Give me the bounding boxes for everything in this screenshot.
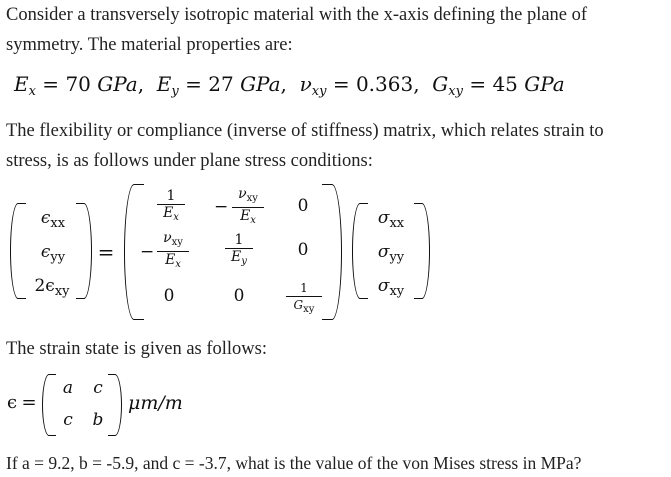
strain-yy: $\epsilon_{yy}$ xyxy=(40,242,66,265)
strain-b: b xyxy=(92,410,104,430)
strain-c-bottom: c xyxy=(63,410,73,430)
strain-xx: $\epsilon_{xx}$ xyxy=(40,208,66,231)
strain-equals: = xyxy=(21,392,37,413)
matrix-2-1: $\nu_{xy}$ $E_x$ xyxy=(157,230,189,273)
matrix-1-1: 1 $E_x$ xyxy=(157,188,185,226)
intro-line-2: symmetry. The material properties are: xyxy=(6,35,293,55)
compliance-line-1: The flexibility or compliance (inverse of stiffness) matrix, which relates strain to xyxy=(6,121,604,141)
compliance-line-2: stress, is as follows under plane stress conditions: xyxy=(6,151,373,171)
matrix-3-2: 0 xyxy=(233,286,245,306)
nu-value: 0.363 xyxy=(355,72,414,96)
strain-c-top: c xyxy=(93,378,103,398)
intro-line-1: Consider a transversely isotropic material with the x-axis defining the plane of xyxy=(6,5,588,25)
ex-value: 70 xyxy=(65,72,91,96)
strain-unit: μm/m xyxy=(128,392,183,414)
ey-value: 27 xyxy=(208,72,234,96)
matrix-2-1-minus: − xyxy=(140,242,155,262)
matrix-3-1: 0 xyxy=(163,286,175,306)
matrix-right-paren xyxy=(322,184,342,320)
matrix-1-2: $\nu_{xy}$ $E_x$ xyxy=(232,186,264,229)
gxy-value: 45 xyxy=(492,72,518,96)
material-properties-equation: $E_x = 70$ GPa, $E_y = 27$ GPa, $\nu_{xy} = 0.363$, $G_{xy} = 45$ GPa xyxy=(14,72,565,99)
strain-matrix-right-paren xyxy=(108,374,122,436)
strain-xy: $2\epsilon_{xy}$ xyxy=(34,276,70,299)
equals-sign: = xyxy=(97,240,115,264)
matrix-2-3: 0 xyxy=(297,240,309,260)
stress-right-paren xyxy=(414,203,430,299)
stress-xx: $\sigma_{xx}$ xyxy=(377,208,405,231)
strain-matrix-left-paren xyxy=(42,374,56,436)
matrix-1-3: 0 xyxy=(297,196,309,216)
matrix-2-2: 1 $E_y$ xyxy=(225,232,253,270)
strain-a: a xyxy=(62,378,74,398)
stress-yy: $\sigma_{yy}$ xyxy=(377,242,405,265)
stress-xy: $\sigma_{xy}$ xyxy=(377,276,405,299)
strain-right-paren xyxy=(76,203,92,299)
question-text: If a = 9.2, b = -5.9, and c = -3.7, what is the value of the von Mises stress in MPa? xyxy=(6,453,582,473)
matrix-1-2-minus: − xyxy=(214,197,229,217)
strain-state-text: The strain state is given as follows: xyxy=(6,339,268,359)
matrix-3-3: 1 $G_{xy}$ xyxy=(286,280,322,318)
strain-epsilon: ϵ xyxy=(6,392,18,413)
